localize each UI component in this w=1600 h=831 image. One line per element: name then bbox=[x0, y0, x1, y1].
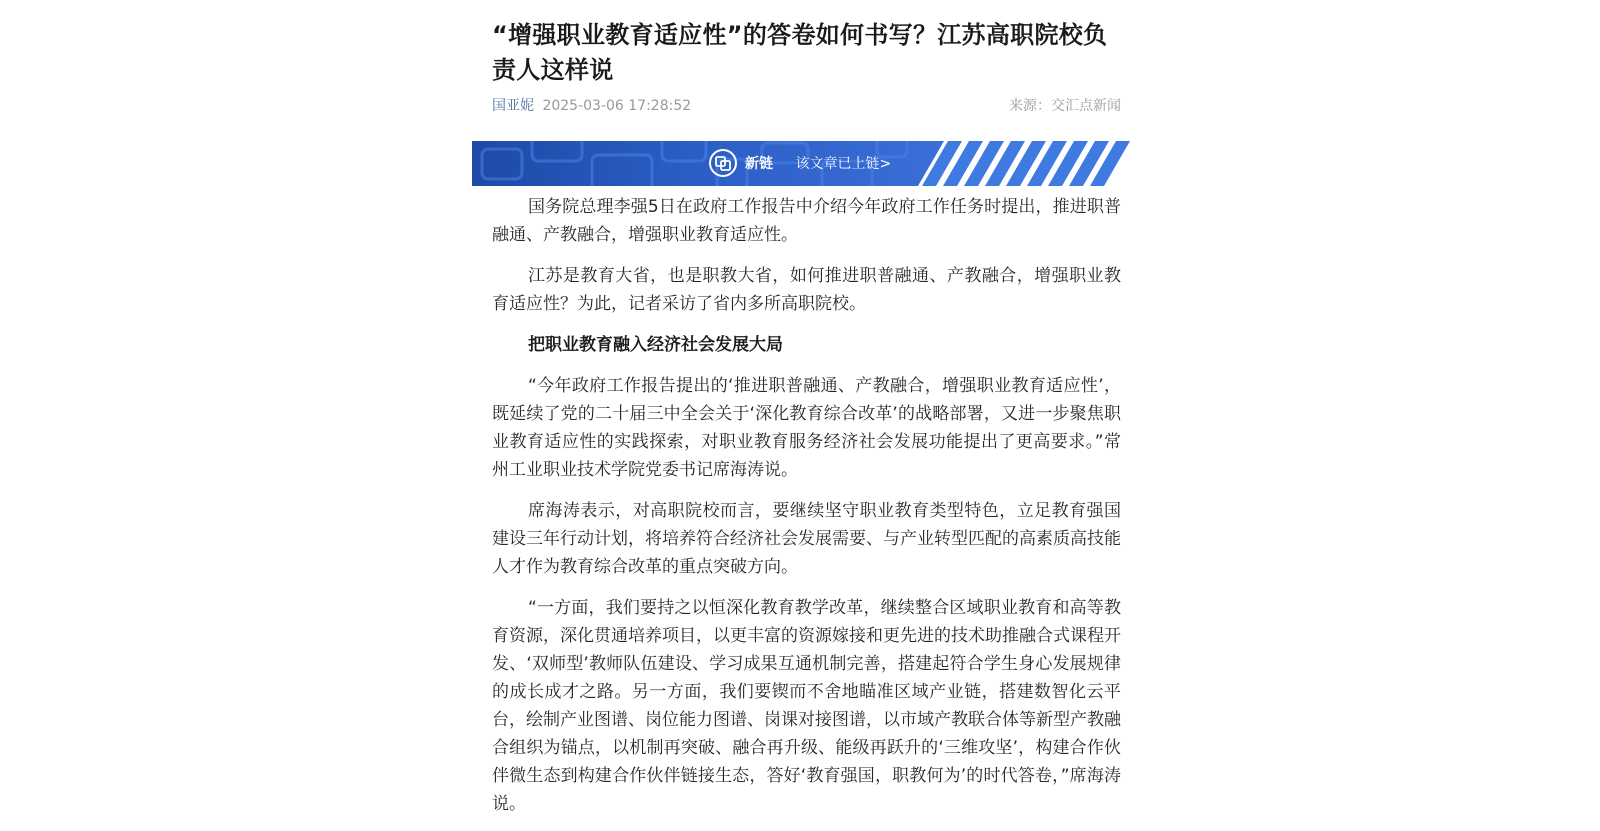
paragraph: “一方面，我们要持之以恒深化教育教学改革，继续整合区域职业教育和高等教育资源，深化贯通培养项目，以更丰富的资源嫁接和更先进的技术助推融合式课程开发、‘双师型’教师队伍建设、学习成果互通机制完善，搭建起符合学生身心发展规律的成长成才之路。另一方面，我们要锲而不舍地瞄准区域产业链，搭建数智化云平台，绘制产业图谱、岗位能力图谱、岗课对接图谱，以市域产教联合体等新型产教融合组织为锚点，以机制再突破、融合再升级、能级再跃升的‘三维攻坚’，构建合作伙伴微生态到构建合作伙伴链接生态，答好‘教育强国，职教何为’的时代答卷，”席海涛说。 bbox=[492, 598, 1121, 814]
paragraph: 国务院总理李强5日在政府工作报告中介绍今年政府工作任务时提出，推进职普融通、产教融合，增强职业教育适应性。 bbox=[492, 197, 1121, 245]
article-source: 来源：交汇点新闻 bbox=[1009, 98, 1121, 114]
banner-text bbox=[745, 154, 891, 174]
paragraph: 江苏是教育大省，也是职教大省，如何推进职普融通、产教融合，增强职业教育适应性？为此，记者采访了省内多所高职院校。 bbox=[492, 266, 1121, 314]
section-heading: 把职业教育融入经济社会发展大局 bbox=[528, 335, 783, 355]
paragraph: “今年政府工作报告提出的‘推进职普融通、产教融合，增强职业教育适应性’，既延续了党的二十届三中全会关于‘深化教育综合改革’的战略部署，又进一步聚焦职业教育适应性的实践探索，对职业教育服务经济社会发展功能提出了更高要求。”常州工业职业技术学院党委书记席海涛说。 bbox=[492, 376, 1121, 480]
onchain-link[interactable]: 该文章已上链> bbox=[795, 156, 892, 172]
article-meta bbox=[492, 96, 1121, 116]
paragraph: 席海涛表示，对高职院校而言，要继续坚守职业教育类型特色，立足教育强国建设三年行动计划，将培养符合经济社会发展需要、与产业转型匹配的高素质高技能人才作为教育综合改革的重点突破方向。 bbox=[492, 501, 1121, 577]
chain-logo-icon bbox=[708, 148, 738, 178]
article-body bbox=[492, 193, 1121, 831]
publish-date: 2025-03-06 17:28:52 bbox=[542, 98, 692, 114]
banner-brand: 新链 bbox=[745, 156, 773, 172]
article-title: “增强职业教育适应性”的答卷如何书写？江苏高职院校负责人这样说 bbox=[492, 21, 1108, 84]
article-header bbox=[492, 0, 1121, 116]
author-link[interactable]: 国亚妮 bbox=[492, 98, 534, 114]
